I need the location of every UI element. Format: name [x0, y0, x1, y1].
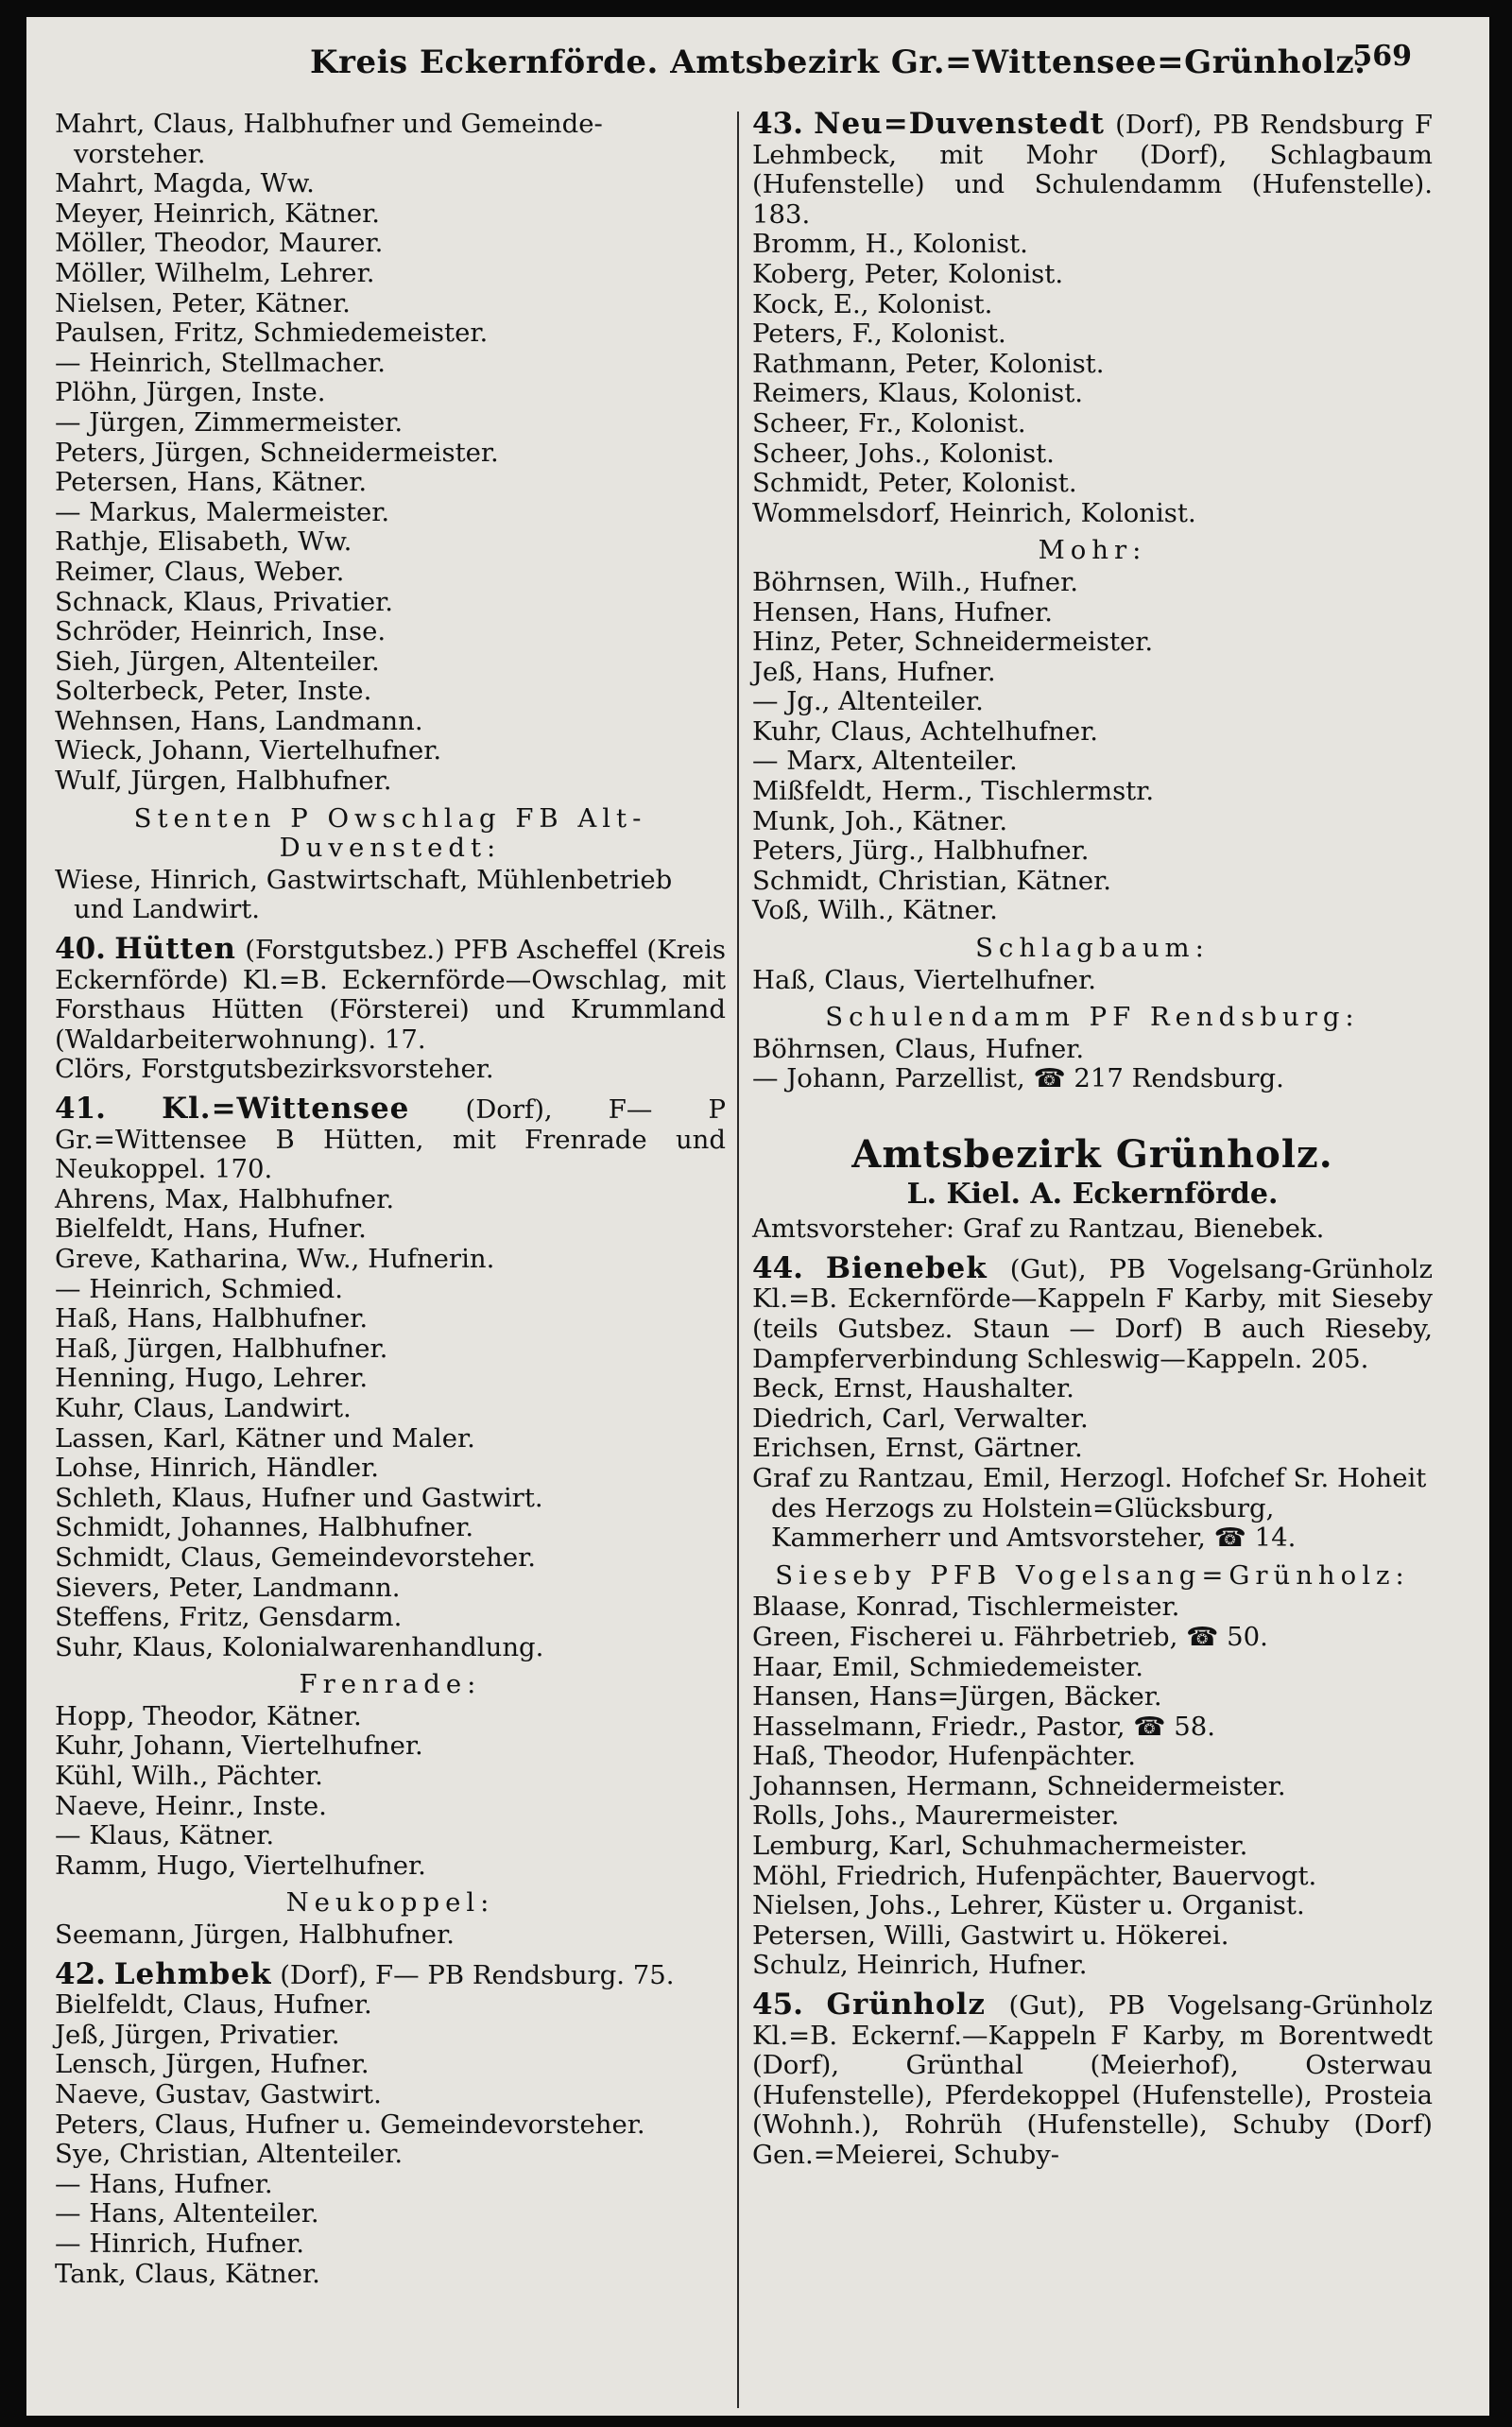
locality-name: Neu=Duvenstedt — [814, 107, 1105, 141]
directory-entry: Schmidt, Peter, Kolonist. — [752, 468, 1077, 499]
directory-entry: Kock, E., Kolonist. — [752, 288, 993, 319]
locality-41 — [55, 1094, 726, 1185]
locality-number: 40. — [55, 932, 106, 967]
directory-entry: Koberg, Peter, Kolonist. — [752, 258, 1064, 289]
directory-entry: Lemburg, Karl, Schuhmachermeister. — [752, 1831, 1248, 1862]
directory-entry: Haß, Jürgen, Halbhufner. — [55, 1333, 388, 1364]
subheading-stenten: Stenten P Owschlag FB Alt-Duvenstedt: — [133, 802, 647, 864]
locality-42 — [55, 1956, 726, 1991]
directory-entry: Wiese, Hinrich, Gastwirtschaft, Mühlenbetrieb und Landwirt. — [55, 864, 673, 925]
directory-entry: — Hans, Altenteiler. — [55, 2198, 319, 2229]
running-title: Kreis Eckernförde. Amtsbezirk Gr.=Wittensee=Grünholz. — [310, 43, 1366, 81]
directory-entry: Mißfeldt, Herm., Tischlermstr. — [752, 776, 1155, 807]
directory-entry: Kuhr, Johann, Viertelhufner. — [55, 1730, 423, 1762]
locality-number: 45. — [752, 1988, 803, 2022]
directory-entry: Blaase, Konrad, Tischlermeister. — [752, 1592, 1180, 1623]
directory-entry: Sieh, Jürgen, Altenteiler. — [55, 645, 380, 677]
directory-entry: Seemann, Jürgen, Halbhufner. — [55, 1919, 455, 1951]
locality-40 — [55, 932, 726, 1055]
entry-list — [752, 568, 1433, 926]
subheading-sieseby: Sieseby PFB Vogelsang=Grünholz: — [775, 1559, 1410, 1591]
directory-entry: Wieck, Johann, Viertelhufner. — [55, 735, 442, 766]
directory-entry: Bielfeldt, Hans, Hufner. — [55, 1214, 367, 1245]
locality-43 — [752, 107, 1433, 230]
directory-entry: Diedrich, Carl, Verwalter. — [752, 1403, 1089, 1434]
page-number: 569 — [1352, 40, 1412, 73]
directory-entry: Mahrt, Claus, Halbhufner und Gemeinde-vorsteher. — [55, 109, 603, 169]
directory-entry: Ramm, Hugo, Viertelhufner. — [55, 1850, 426, 1881]
directory-entry: Meyer, Heinrich, Kätner. — [55, 198, 380, 229]
directory-entry: Lensch, Jürgen, Hufner. — [55, 2049, 369, 2080]
directory-entry: Bielfeldt, Claus, Hufner. — [55, 1989, 372, 2021]
locality-name: Bienebek — [825, 1250, 988, 1285]
directory-entry: Nielsen, Peter, Kätner. — [55, 287, 351, 318]
directory-entry: Graf zu Rantzau, Emil, Herzogl. Hofchef Sr. Hoheit des Herzogs zu Holstein=Glücksburg, Kammerherr und Amtsvorsteher, ☎ 14. — [752, 1462, 1427, 1554]
directory-entry: Green, Fischerei u. Fährbetrieb, ☎ 50. — [752, 1621, 1268, 1652]
directory-entry: Lohse, Hinrich, Händler. — [55, 1453, 380, 1484]
directory-entry: — Klaus, Kätner. — [55, 1820, 275, 1851]
directory-entry: Tank, Claus, Kätner. — [55, 2258, 320, 2289]
directory-entry: Wulf, Jürgen, Halbhufner. — [55, 766, 392, 797]
directory-entry: — Jg., Altenteiler. — [752, 686, 984, 717]
district-title: Amtsbezirk Grünholz. — [851, 1132, 1333, 1177]
locality-description: (Dorf), F— P Gr.=Wittensee B Hütten, mit Frenrade und Neukoppel. 170. — [55, 1094, 726, 1185]
locality-description: (Gut), PB Vogelsang-Grünholz Kl.=B. Eckernförde—Kappeln F Karby, mit Sieseby (teils Gutsbez. Staun — Dorf) B auch Rieseby, Dampferverbindung Schleswig—Kappeln. 205. — [752, 1253, 1433, 1374]
directory-entry: Voß, Wilh., Kätner. — [752, 895, 998, 926]
directory-entry: Petersen, Willi, Gastwirt u. Hökerei. — [752, 1919, 1229, 1951]
subheading-schulendamm: Schulendamm PF Rendsburg: — [825, 1002, 1360, 1033]
directory-entry: Steffens, Fritz, Gensdarm. — [55, 1602, 403, 1633]
directory-entry: Mahrt, Magda, Ww. — [55, 168, 315, 199]
directory-entry: Johannsen, Hermann, Schneidermeister. — [752, 1770, 1286, 1801]
directory-entry: Jeß, Hans, Hufner. — [752, 656, 996, 687]
directory-entry: Rolls, Johs., Maurermeister. — [752, 1800, 1120, 1832]
directory-entry: Schmidt, Johannes, Halbhufner. — [55, 1512, 474, 1543]
entry-list — [55, 1990, 726, 2289]
locality-description: (Dorf), PB Rendsburg F Lehmbeck, mit Mohr (Dorf), Schlagbaum (Hufenstelle) und Schulendamm (Hufenstelle). 183. — [752, 110, 1433, 230]
directory-entry: Hopp, Theodor, Kätner. — [55, 1700, 362, 1731]
directory-entry: — Marx, Altenteiler. — [752, 746, 1018, 777]
directory-entry: Schmidt, Christian, Kätner. — [752, 865, 1112, 896]
entry-list — [752, 1035, 1433, 1094]
directory-entry: Scheer, Fr., Kolonist. — [752, 407, 1026, 439]
directory-entry: — Jürgen, Zimmermeister. — [55, 406, 404, 438]
entry-list — [752, 230, 1433, 528]
entry-list — [55, 866, 726, 925]
directory-entry: Lassen, Karl, Kätner und Maler. — [55, 1422, 475, 1454]
directory-entry: Wehnsen, Hans, Landmann. — [55, 705, 423, 736]
locality-45 — [752, 1990, 1433, 2171]
subheading-schlagbaum: Schlagbaum: — [975, 933, 1210, 964]
directory-page — [26, 17, 1489, 2416]
locality-name: Hütten — [114, 932, 236, 967]
locality-name: Lehmbek — [113, 1956, 272, 1991]
locality-name: Kl.=Wittensee — [162, 1092, 410, 1126]
directory-entry: Peters, Jürgen, Schneidermeister. — [55, 437, 499, 468]
directory-entry: — Johann, Parzellist, ☎ 217 Rendsburg. — [752, 1063, 1284, 1094]
directory-entry: — Hans, Hufner. — [55, 2168, 273, 2199]
directory-entry: — Hinrich, Hufner. — [55, 2228, 304, 2259]
column-divider — [737, 112, 739, 2408]
directory-entry: Möhl, Friedrich, Hufenpächter, Bauervogt. — [752, 1860, 1317, 1891]
locality-description: (Gut), PB Vogelsang-Grünholz Kl.=B. Eckernf.—Kappeln F Karby, m Borentwedt (Dorf), Grünthal (Meierhof), Osterwau (Hufenstelle), Pferdekoppel (Hufenstelle), Prosteia (Wohnh.), Rohrüh (Hufenstelle), Schuby (Dorf) Gen.=Meierei, Schuby- — [752, 1990, 1433, 2170]
directory-entry: Kuhr, Claus, Landwirt. — [55, 1392, 352, 1423]
directory-entry: Scheer, Johs., Kolonist. — [752, 438, 1055, 469]
directory-entry: Schleth, Klaus, Hufner und Gastwirt. — [55, 1482, 543, 1513]
directory-entry: Petersen, Hans, Kätner. — [55, 467, 368, 498]
directory-entry: Böhrnsen, Wilh., Hufner. — [752, 566, 1078, 597]
directory-entry: Naeve, Heinr., Inste. — [55, 1790, 327, 1821]
locality-number: 42. — [55, 1956, 106, 1991]
directory-entry: Haß, Claus, Viertelhufner. — [752, 964, 1096, 995]
directory-entry: Erichsen, Ernst, Gärtner. — [752, 1433, 1083, 1464]
right-column — [752, 107, 1433, 2171]
directory-entry: Haar, Emil, Schmiedemeister. — [752, 1651, 1144, 1682]
directory-entry: Schröder, Heinrich, Inse. — [55, 616, 387, 647]
directory-entry: — Markus, Malermeister. — [55, 496, 390, 527]
directory-entry: Peters, Jürg., Halbhufner. — [752, 835, 1090, 867]
district-subtitle: L. Kiel. A. Eckernförde. — [906, 1177, 1279, 1211]
directory-entry: Paulsen, Fritz, Schmiedemeister. — [55, 318, 489, 349]
directory-entry: Jeß, Jürgen, Privatier. — [55, 2019, 340, 2050]
directory-entry: Plöhn, Jürgen, Inste. — [55, 377, 326, 408]
directory-entry: Henning, Hugo, Lehrer. — [55, 1363, 369, 1394]
locality-description: (Forstgutsbez.) PFB Ascheffel (Kreis Eckernförde) Kl.=B. Eckernförde—Owschlag, mit Forsthaus Hütten (Försterei) und Krummland (Waldarbeiterwohnung). 17. — [55, 935, 726, 1055]
left-column — [55, 110, 726, 2289]
directory-entry: Haß, Hans, Halbhufner. — [55, 1303, 369, 1334]
locality-name: Grünholz — [826, 1988, 986, 2022]
directory-entry: Kühl, Wilh., Pächter. — [55, 1761, 323, 1792]
directory-entry: Sievers, Peter, Landmann. — [55, 1572, 401, 1603]
directory-entry: Nielsen, Johs., Lehrer, Küster u. Organist. — [752, 1890, 1305, 1921]
directory-entry: Haß, Theodor, Hufenpächter. — [752, 1741, 1137, 1772]
directory-entry: Peters, Claus, Hufner u. Gemeindevorsteher. — [55, 2109, 645, 2140]
directory-entry: Clörs, Forstgutsbezirksvorsteher. — [55, 1054, 494, 1085]
directory-entry: — Heinrich, Stellmacher. — [55, 347, 387, 378]
directory-entry: Schnack, Klaus, Privatier. — [55, 586, 394, 617]
directory-entry: Greve, Katharina, Ww., Hufnerin. — [55, 1243, 495, 1274]
locality-number: 41. — [55, 1092, 106, 1126]
entry-list — [55, 110, 726, 797]
directory-entry: Hinz, Peter, Schneidermeister. — [752, 627, 1154, 658]
directory-entry: Schmidt, Claus, Gemeindevorsteher. — [55, 1541, 537, 1573]
directory-entry: — Heinrich, Schmied. — [55, 1273, 343, 1304]
running-head — [26, 38, 1489, 85]
directory-entry: Reimer, Claus, Weber. — [55, 556, 345, 587]
directory-entry: Beck, Ernst, Haushalter. — [752, 1373, 1074, 1404]
directory-entry: Kuhr, Claus, Achtelhufner. — [752, 715, 1099, 747]
directory-entry: Rathje, Elisabeth, Ww. — [55, 526, 352, 558]
subheading-frenrade: Frenrade: — [299, 1669, 482, 1700]
directory-entry: Munk, Joh., Kätner. — [752, 805, 1008, 836]
directory-entry: Böhrnsen, Claus, Hufner. — [752, 1033, 1085, 1064]
directory-entry: Suhr, Klaus, Kolonialwarenhandlung. — [55, 1631, 544, 1662]
entry-list — [55, 1055, 726, 1085]
directory-entry: Hensen, Hans, Hufner. — [752, 596, 1053, 628]
district-officer: Amtsvorsteher: Graf zu Rantzau, Bienebek. — [752, 1214, 1325, 1245]
directory-entry: Möller, Wilhelm, Lehrer. — [55, 257, 375, 288]
directory-entry: Bromm, H., Kolonist. — [752, 229, 1028, 260]
entry-list — [55, 1702, 726, 1882]
directory-entry: Peters, F., Kolonist. — [752, 318, 1006, 350]
entry-list — [752, 1592, 1433, 1981]
directory-entry: Reimers, Klaus, Kolonist. — [752, 378, 1084, 409]
directory-entry: Ahrens, Max, Halbhufner. — [55, 1183, 395, 1214]
entry-list — [55, 1185, 726, 1663]
entry-list — [752, 966, 1433, 996]
directory-entry: Naeve, Gustav, Gastwirt. — [55, 2079, 382, 2109]
directory-entry: Hasselmann, Friedr., Pastor, ☎ 58. — [752, 1711, 1216, 1742]
directory-entry: Rathmann, Peter, Kolonist. — [752, 348, 1105, 379]
directory-entry: Solterbeck, Peter, Inste. — [55, 676, 372, 707]
locality-44 — [752, 1250, 1433, 1374]
directory-entry: Hansen, Hans=Jürgen, Bäcker. — [752, 1681, 1162, 1713]
locality-description: (Dorf), F— PB Rendsburg. 75. — [280, 1959, 675, 1990]
entry-list — [752, 1374, 1433, 1554]
subheading-neukoppel: Neukoppel: — [285, 1887, 495, 1919]
entry-list — [55, 1920, 726, 1951]
directory-entry: Sye, Christian, Altenteiler. — [55, 2139, 404, 2170]
subheading-mohr: Mohr: — [1038, 535, 1147, 566]
directory-entry: Wommelsdorf, Heinrich, Kolonist. — [752, 497, 1196, 528]
locality-number: 44. — [752, 1250, 803, 1285]
directory-entry: Schulz, Heinrich, Hufner. — [752, 1950, 1088, 1981]
directory-entry: Möller, Theodor, Maurer. — [55, 228, 384, 259]
locality-number: 43. — [752, 107, 803, 141]
